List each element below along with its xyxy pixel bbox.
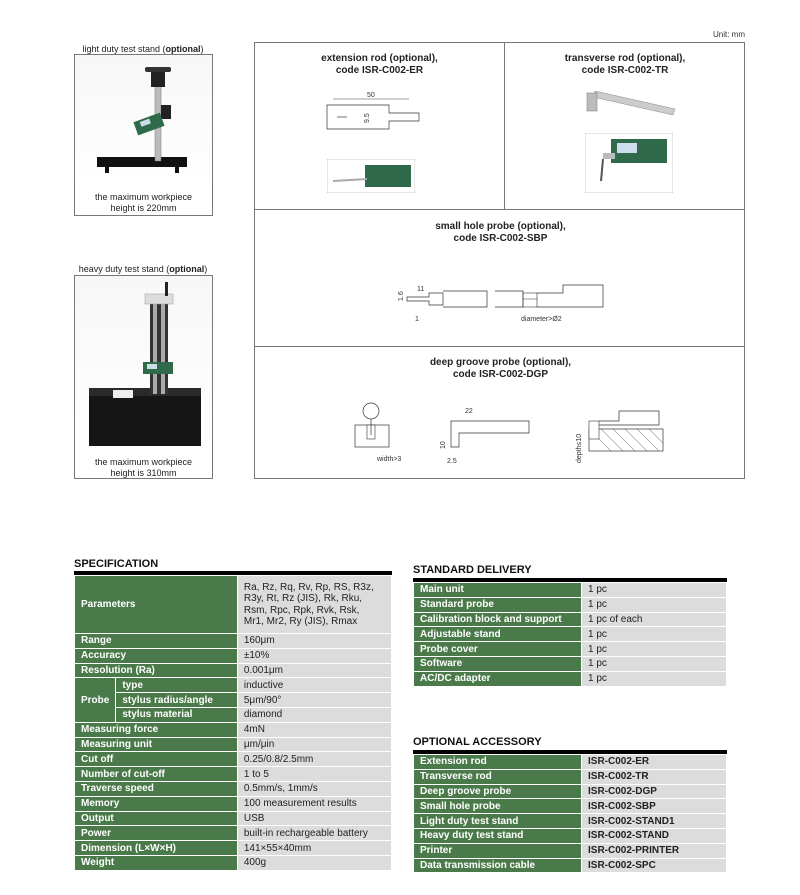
accessory-code: ISR-C002-STAND1 — [582, 814, 727, 829]
spec-row-probe — [75, 707, 392, 722]
heavy-stand-image — [75, 276, 212, 448]
optional-accessory-table — [413, 754, 727, 873]
accessory-label: Light duty test stand — [414, 814, 582, 829]
spec-row — [75, 737, 392, 752]
spec-value: 100 measurement results — [237, 796, 391, 811]
dgp-dim-len: 22 — [465, 408, 473, 415]
standard-delivery-table-wrap — [413, 578, 727, 687]
spec-label: Number of cut-off — [75, 767, 238, 782]
spec-label: Parameters — [75, 576, 238, 634]
extension-rod-title: extension rod (optional), code ISR-C002-ER — [321, 53, 438, 76]
accessory-label: Deep groove probe — [414, 784, 582, 799]
accessory-label: Transverse rod — [414, 769, 582, 784]
standard-delivery-title: STANDARD DELIVERY — [413, 564, 532, 576]
spec-row-parameters — [75, 576, 392, 634]
accessory-code: ISR-C002-PRINTER — [582, 843, 727, 858]
shp-dim-c: 1 — [415, 316, 419, 323]
spec-row — [75, 648, 392, 663]
delivery-row — [414, 597, 727, 612]
accessory-code: ISR-C002-SBP — [582, 799, 727, 814]
accessory-row — [414, 828, 727, 843]
delivery-value: 1 pc — [582, 597, 727, 612]
delivery-value: 1 pc of each — [582, 612, 727, 627]
spec-value: USB — [237, 811, 391, 826]
accessory-code: ISR-C002-TR — [582, 769, 727, 784]
spec-label: Measuring unit — [75, 737, 238, 752]
accessory-label: Printer — [414, 843, 582, 858]
small-hole-probe-drawing — [393, 279, 613, 325]
transverse-rod-title: transverse rod (optional), code ISR-C002-TR — [564, 53, 686, 76]
dgp-dim-depth: depth≤10 — [576, 433, 583, 463]
shp-dim-a: 1.6 — [398, 291, 405, 301]
spec-table-wrap — [74, 571, 392, 871]
spec-label: Traverse speed — [75, 781, 238, 796]
spec-value: 4mN — [237, 722, 391, 737]
accessory-row — [414, 843, 727, 858]
delivery-label: AC/DC adapter — [414, 671, 582, 686]
spec-parameters-value: Ra, Rz, Rq, Rv, Rp, RS, R3z, R3y, Rt, Rz (JIS), Rk, Rku, Rsm, Rpc, Rpk, Rvk, Rsk, Mr1, Mr2, Ry (JIS), Rmax — [237, 576, 391, 634]
spec-value: inductive — [237, 678, 391, 693]
spec-row-probe — [75, 693, 392, 708]
delivery-label: Calibration block and support — [414, 612, 582, 627]
shp-dim-b: 11 — [417, 286, 425, 293]
spec-label: Accuracy — [75, 648, 238, 663]
light-stand-title: light duty test stand (optional) — [82, 44, 204, 54]
delivery-label: Standard probe — [414, 597, 582, 612]
spec-sublabel: type — [116, 678, 238, 693]
optional-accessory-title: OPTIONAL ACCESSORY — [413, 736, 542, 748]
spec-label: Resolution (Ra) — [75, 663, 238, 678]
heavy-stand-caption: the maximum workpiece height is 310mm — [94, 457, 193, 478]
delivery-value: 1 pc — [582, 627, 727, 642]
spec-value: 160μm — [237, 634, 391, 649]
light-stand-image — [75, 55, 212, 183]
delivery-label: Software — [414, 656, 582, 671]
spec-row — [75, 796, 392, 811]
accessory-label: Heavy duty test stand — [414, 828, 582, 843]
dgp-dim-h: 10 — [440, 441, 447, 449]
delivery-row — [414, 627, 727, 642]
accessory-code: ISR-C002-DGP — [582, 784, 727, 799]
standard-delivery-table — [413, 582, 727, 687]
spec-label: Cut off — [75, 752, 238, 767]
delivery-row — [414, 656, 727, 671]
accessory-row — [414, 784, 727, 799]
small-hole-probe-title: small hole probe (optional), code ISR-C002-SBP — [435, 221, 566, 244]
spec-value: 1 to 5 — [237, 767, 391, 782]
optional-accessory-table-wrap — [413, 750, 727, 873]
accessory-row — [414, 799, 727, 814]
spec-label: Range — [75, 634, 238, 649]
delivery-row — [414, 583, 727, 598]
spec-row — [75, 826, 392, 841]
delivery-row — [414, 612, 727, 627]
extension-rod-drawing — [323, 91, 423, 131]
spec-label: Memory — [75, 796, 238, 811]
delivery-value: 1 pc — [582, 583, 727, 598]
spec-row — [75, 634, 392, 649]
spec-row — [75, 752, 392, 767]
dgp-dim-w: 2.5 — [447, 458, 457, 465]
spec-value: 0.001μm — [237, 663, 391, 678]
spec-value: ±10% — [237, 648, 391, 663]
spec-row — [75, 855, 392, 870]
spec-value: 0.25/0.8/2.5mm — [237, 752, 391, 767]
spec-label: Dimension (L×W×H) — [75, 841, 238, 856]
extension-rod-dim-height: 9.5 — [364, 113, 371, 123]
spec-row — [75, 811, 392, 826]
spec-row-probe — [75, 678, 392, 693]
transverse-rod-photo — [585, 133, 673, 193]
spec-label: Power — [75, 826, 238, 841]
spec-label: Weight — [75, 855, 238, 870]
extension-rod-photo — [327, 159, 415, 193]
extension-rod-dim-length: 50 — [367, 92, 375, 99]
spec-probe-label: Probe — [75, 678, 116, 722]
accessory-label: Small hole probe — [414, 799, 582, 814]
delivery-label: Main unit — [414, 583, 582, 598]
delivery-row — [414, 671, 727, 686]
spec-value: 0.5mm/s, 1mm/s — [237, 781, 391, 796]
heavy-stand-title: heavy duty test stand (optional) — [78, 264, 208, 274]
accessory-label: Extension rod — [414, 755, 582, 770]
spec-value: 400g — [237, 855, 391, 870]
spec-value: 141×55×40mm — [237, 841, 391, 856]
delivery-label: Probe cover — [414, 642, 582, 657]
heavy-stand-box — [74, 275, 213, 479]
spec-table — [74, 575, 392, 871]
shp-dim-note: diameter>Ø2 — [521, 316, 562, 323]
accessory-code: ISR-C002-STAND — [582, 828, 727, 843]
accessory-row — [414, 755, 727, 770]
spec-row — [75, 767, 392, 782]
unit-label: Unit: mm — [713, 30, 745, 39]
dgp-dim-width: width>3 — [377, 456, 402, 463]
spec-value: diamond — [237, 707, 391, 722]
delivery-value: 1 pc — [582, 671, 727, 686]
accessory-panel — [254, 42, 745, 479]
deep-groove-probe-drawing — [349, 401, 689, 467]
delivery-label: Adjustable stand — [414, 627, 582, 642]
spec-label: Measuring force — [75, 722, 238, 737]
spec-row — [75, 841, 392, 856]
spec-value: 5μm/90° — [237, 693, 391, 708]
delivery-value: 1 pc — [582, 656, 727, 671]
delivery-value: 1 pc — [582, 642, 727, 657]
delivery-row — [414, 642, 727, 657]
light-stand-caption: the maximum workpiece height is 220mm — [94, 192, 193, 213]
spec-title: SPECIFICATION — [74, 558, 159, 570]
transverse-rod-image — [585, 85, 685, 121]
spec-row — [75, 781, 392, 796]
accessory-code: ISR-C002-SPC — [582, 858, 727, 873]
accessory-row — [414, 814, 727, 829]
accessory-row — [414, 769, 727, 784]
spec-sublabel: stylus radius/angle — [116, 693, 238, 708]
accessory-code: ISR-C002-ER — [582, 755, 727, 770]
spec-value: built-in rechargeable battery — [237, 826, 391, 841]
spec-sublabel: stylus material — [116, 707, 238, 722]
spec-row — [75, 663, 392, 678]
spec-label: Output — [75, 811, 238, 826]
spec-row — [75, 722, 392, 737]
spec-value: μm/μin — [237, 737, 391, 752]
deep-groove-probe-title: deep groove probe (optional), code ISR-C002-DGP — [429, 357, 572, 380]
accessory-row — [414, 858, 727, 873]
light-stand-box — [74, 54, 213, 216]
accessory-label: Data transmission cable — [414, 858, 582, 873]
